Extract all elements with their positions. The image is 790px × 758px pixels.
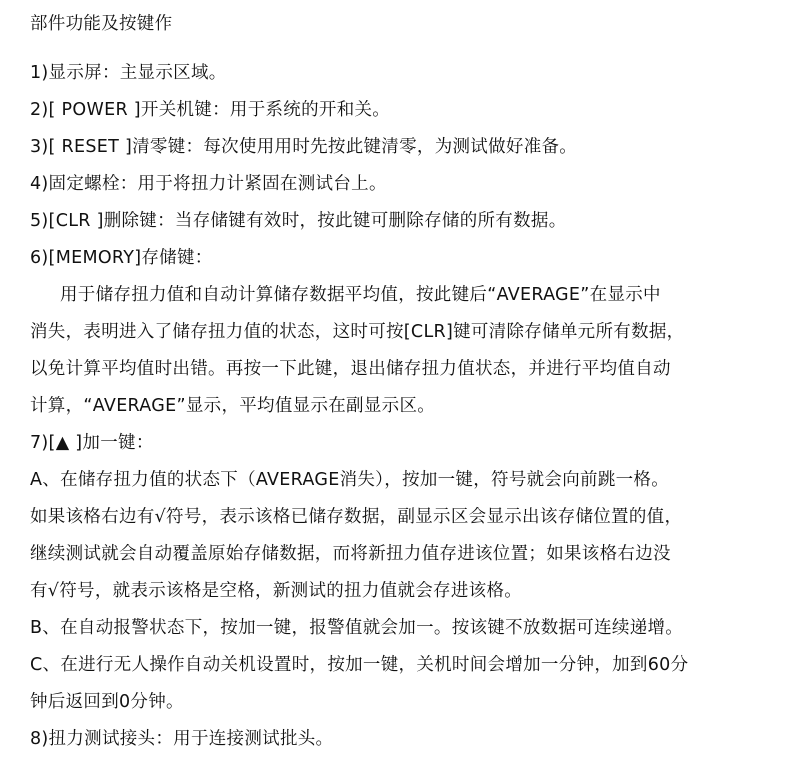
item-1-display: 1)显示屏：主显示区域。 [30, 63, 227, 83]
plus-one-point-b: B、在自动报警状态下，按加一键，报警值就会加一。按该键不放数据可连续递增。 [30, 618, 684, 638]
memory-paragraph-line: 以免计算平均值时出错。再按一下此键，退出储存扭力值状态，并进行平均值自动 [30, 359, 671, 379]
item-4-fixing-bolt: 4)固定螺栓：用于将扭力计紧固在测试台上。 [30, 174, 387, 194]
document-title: 部件功能及按键作 [30, 14, 173, 34]
memory-paragraph-line: 消失，表明进入了储存扭力值的状态，这时可按[CLR]键可清除存储单元所有数据， [30, 322, 685, 342]
plus-one-paragraph-line: 有√符号，就表示该格是空格，新测试的扭力值就会存进该格。 [30, 581, 523, 601]
memory-paragraph-line: 用于储存扭力值和自动计算储存数据平均值，按此键后“AVERAGE”在显示中 [60, 285, 661, 305]
plus-one-paragraph-line: 如果该格右边有√符号，表示该格已储存数据，副显示区会显示出该存储位置的值， [30, 507, 683, 527]
item-3-reset-key: 3)[ RESET ]清零键：每次使用用时先按此键清零，为测试做好准备。 [30, 137, 578, 157]
plus-one-paragraph-line: 继续测试就会自动覆盖原始存储数据，而将新扭力值存进该位置；如果该格右边没 [30, 544, 671, 564]
memory-paragraph-line: 计算，“AVERAGE”显示，平均值显示在副显示区。 [30, 396, 436, 416]
item-7-plus-one-key: 7)[▲ ]加一键： [30, 433, 154, 453]
item-2-power-key: 2)[ POWER ]开关机键：用于系统的开和关。 [30, 100, 391, 120]
item-6-memory-key: 6)[MEMORY]存储键： [30, 248, 213, 268]
plus-one-point-c: C、在进行无人操作自动关机设置时，按加一键，关机时间会增加一分钟，加到60分 [30, 655, 689, 675]
item-5-clr-key: 5)[CLR ]删除键：当存储键有效时，按此键可删除存储的所有数据。 [30, 211, 567, 231]
plus-one-paragraph-line: 钟后返回到0分钟。 [30, 692, 184, 712]
item-8-torque-connector: 8)扭力测试接头：用于连接测试批头。 [30, 729, 334, 749]
plus-one-point-a: A、在储存扭力值的状态下（AVERAGE消失），按加一键，符号就会向前跳一格。 [30, 470, 670, 490]
